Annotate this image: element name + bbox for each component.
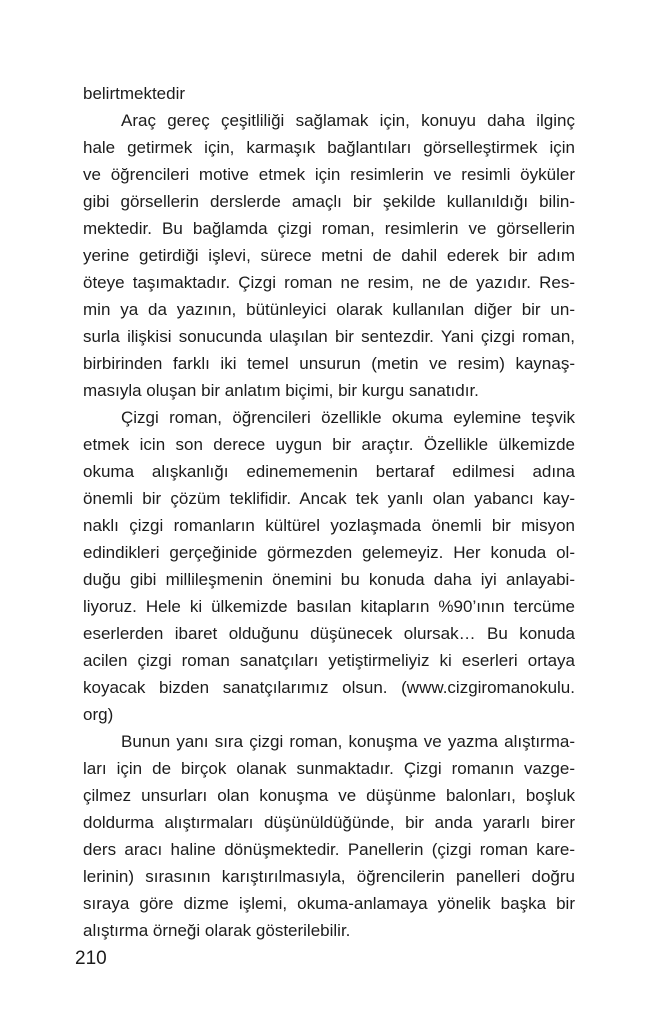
text-line: Bunun yanı sıra çizgi roman, konuşma ve yazma alıştırma- — [121, 732, 575, 751]
text-line: duğu gibi millileşmenin önemini bu konuda daha iyi anlayabi- — [83, 570, 575, 589]
text-line: lerinin) sırasının karıştırılmasıyla, öğrencilerin panelleri doğru — [83, 867, 575, 886]
text-line: Araç gereç çeşitliliği sağlamak için, konuyu daha ilginç — [121, 111, 575, 130]
text-line: etmek icin son derece uygun bir araçtır. Özellikle ülkemizde — [83, 435, 575, 454]
text-line: acilen çizgi roman sanatçıları yetiştirmeliyiz ki eserleri ortaya — [83, 651, 575, 670]
text-line: org) — [83, 705, 114, 724]
paragraph — [83, 404, 575, 728]
text-line: okuma alışkanlığı edinememenin bertaraf edilmesi adına — [83, 462, 575, 481]
page-number: 210 — [75, 948, 107, 969]
text-line: doldurma alıştırmaları düşünüldüğünde, bir anda yararlı birer — [83, 813, 575, 832]
text-line: ve öğrencileri motive etmek için resimlerin ve resimli öyküler — [83, 165, 575, 184]
text-line: eserlerden ibaret olduğunu düşünecek olursak… Bu konuda — [83, 624, 575, 643]
text-line: birbirinden farklı iki temel unsurun (metin ve resim) kaynaş- — [83, 354, 575, 373]
text-line: masıyla oluşan bir anlatım biçimi, bir kurgu sanatıdır. — [83, 381, 479, 400]
text-line: edindikleri gerçeğinide görmezden gelemeyiz. Her konuda ol- — [83, 543, 575, 562]
text-line: belirtmektedir — [83, 84, 186, 103]
paragraph — [83, 728, 575, 944]
text-block — [83, 80, 575, 944]
text-line: liyoruz. Hele ki ülkemizde basılan kitapların %90’ının tercüme — [83, 597, 575, 616]
text-line: hale getirmek için, karmaşık bağlantıları görselleştirmek için — [83, 138, 575, 157]
text-line: çilmez unsurları olan konuşma ve düşünme balonları, boşluk — [83, 786, 575, 805]
text-line: öteye taşımaktadır. Çizgi roman ne resim, ne de yazıdır. Res- — [83, 273, 575, 292]
text-line: önemli bir çözüm teklifidir. Ancak tek yanlı olan yabancı kay- — [83, 489, 575, 508]
text-line: gibi görsellerin derslerde amaçlı bir şekilde kullanıldığı bilin- — [83, 192, 575, 211]
text-line: Çizgi roman, öğrencileri özellikle okuma eylemine teşvik — [121, 408, 575, 427]
paragraph — [83, 107, 575, 404]
text-line: sıraya göre dizme işlemi, okuma-anlamaya yönelik başka bir — [83, 894, 575, 913]
text-line: naklı çizgi romanların kültürel yozlaşmada önemli bir misyon — [83, 516, 575, 535]
text-line: ders aracı haline dönüşmektedir. Panellerin (çizgi roman kare- — [83, 840, 575, 859]
text-line: ları için de birçok olanak sunmaktadır. Çizgi romanın vazge- — [83, 759, 575, 778]
text-line: yerine getirdiği işlevi, sürece metni de dahil ederek bir adım — [83, 246, 575, 265]
text-line: koyacak bizden sanatçılarımız olsun. (www.cizgiromanokulu. — [83, 678, 575, 697]
paragraph — [83, 80, 575, 107]
text-line: mektedir. Bu bağlamda çizgi roman, resimlerin ve görsellerin — [83, 219, 575, 238]
text-line: alıştırma örneği olarak gösterilebilir. — [83, 921, 351, 940]
text-line: surla ilişkisi sonucunda ulaşılan bir sentezdir. Yani çizgi roman, — [83, 327, 575, 346]
text-line: min ya da yazının, bütünleyici olarak kullanılan diğer bir un- — [83, 300, 575, 319]
